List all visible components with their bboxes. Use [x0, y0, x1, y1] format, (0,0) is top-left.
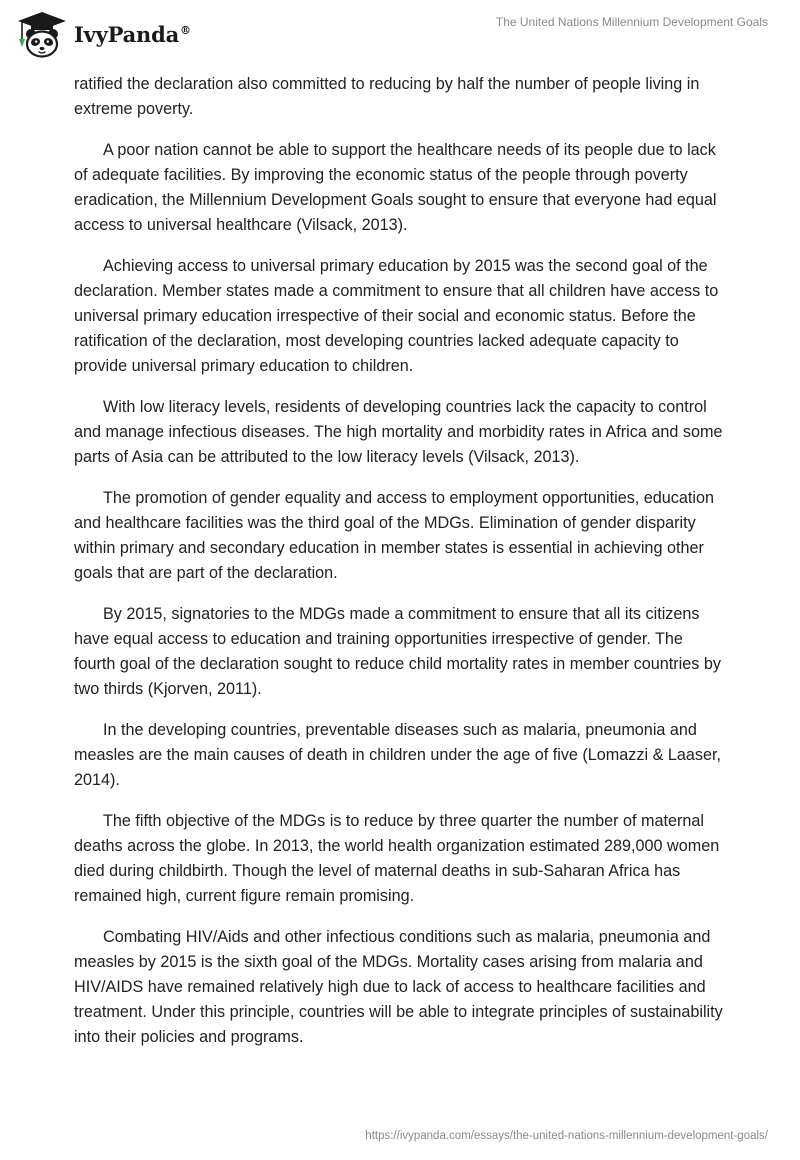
paragraph: Achieving access to universal primary education by 2015 was the second goal of the declaration. Member states made a commitment to ensure that all children have access to universal primary education irrespective of their social and economic status. Before the ratification of the declaration, most developing countries lacked adequate capacity to provide universal primary education to children. — [74, 257, 719, 375]
paragraph: The promotion of gender equality and access to employment opportunities, education and healthcare facilities was the third goal of the MDGs. Elimination of gender disparity within primary and secondary education in member states is essential in achieving other goals that are part of the declaration. — [74, 489, 714, 582]
paragraph: Combating HIV/Aids and other infectious conditions such as malaria, pneumonia and measles by 2015 is the sixth goal of the MDGs. Mortality cases arising from malaria and HIV/AIDS have remained relatively high due to lack of access to healthcare facilities and treatment. Under this principle, countries will be able to integrate principles of sustainability into their policies and programs. — [74, 928, 723, 1046]
paragraph: A poor nation cannot be able to support the healthcare needs of its people due to lack of adequate facilities. By improving the economic status of the people through poverty eradication, the Millennium Development Goals sought to ensure that everyone had equal access to universal healthcare (Vilsack, 2013). — [74, 141, 717, 234]
panda-graduate-icon — [14, 9, 70, 59]
paragraph: The fifth objective of the MDGs is to reduce by three quarter the number of maternal deaths across the globe. In 2013, the world health organization estimated 289,000 women died during childbirth. Though the level of maternal deaths in sub-Saharan Africa has remained high, current figure remain promising. — [74, 812, 720, 905]
ivypanda-logo[interactable] — [14, 9, 191, 59]
paragraph: With low literacy levels, residents of developing countries lack the capacity to control and manage infectious diseases. The high mortality and morbidity rates in Africa and some parts of Asia can be attributed to the low literacy levels (Vilsack, 2013). — [74, 398, 723, 466]
paragraph: By 2015, signatories to the MDGs made a commitment to ensure that all its citizens have equal access to education and training opportunities irrespective of gender. The fourth goal of the declaration sought to reduce child mortality rates in member countries by two thirds (Kjorven, 2011). — [74, 605, 721, 698]
paragraph: In the developing countries, preventable diseases such as malaria, pneumonia and measles are the main causes of death in children under the age of five (Lomazzi & Laaser, 2014). — [74, 721, 721, 789]
source-url[interactable]: https://ivypanda.com/essays/the-united-nations-millennium-development-goals/ — [365, 1130, 768, 1142]
logo-wordmark: IvyPanda® — [74, 21, 191, 47]
paragraph: ratified the declaration also committed to reducing by half the number of people living in extreme poverty. — [74, 75, 700, 118]
page-header — [0, 0, 800, 70]
essay-body — [74, 72, 726, 1066]
running-title: The United Nations Millennium Development Goals — [495, 15, 768, 29]
